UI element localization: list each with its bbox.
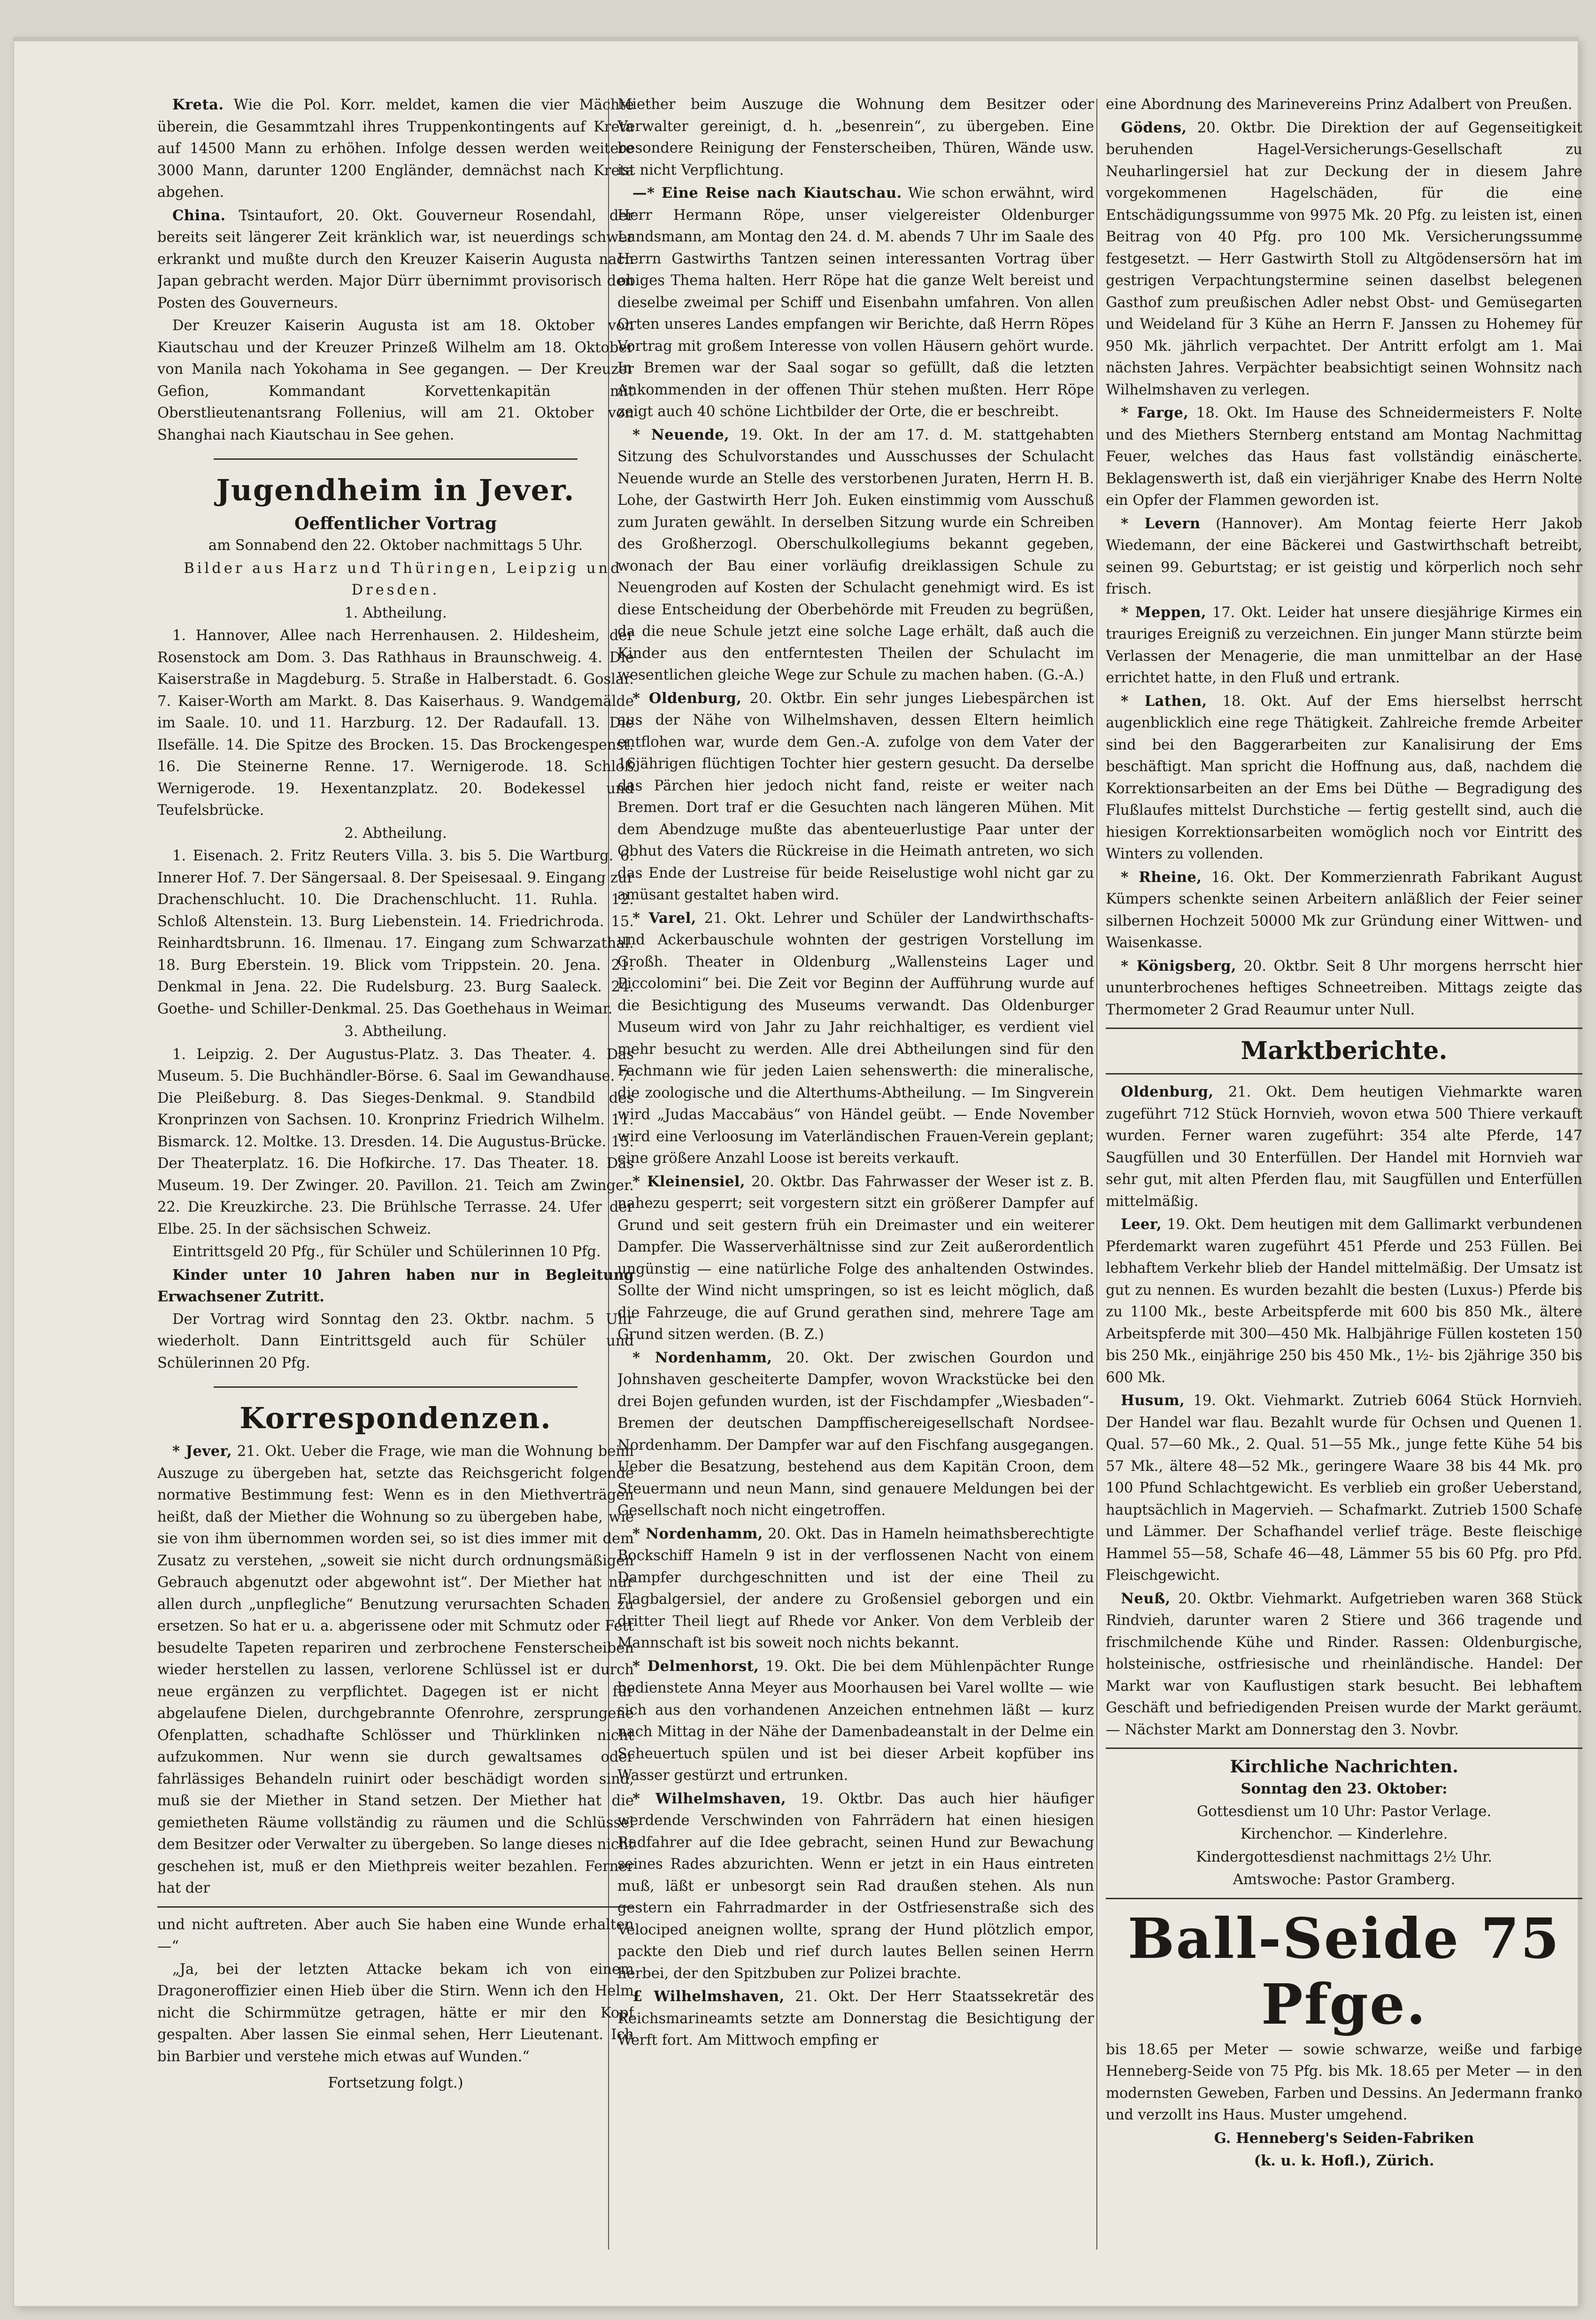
feuilleton-text: und nicht auftreten. Aber auch Sie haben eine Wunde erhalten —“ (157, 1916, 634, 1955)
separator (214, 458, 578, 460)
marktberichte-heading: Marktberichte. (1241, 1036, 1448, 1065)
church-service: Gottesdienst um 10 Uhr: Pastor Verlage. (1196, 1803, 1492, 1820)
article-levern: * Levern (Hannover). Am Montag feierte Herr Jakob Wiedemann, der eine Bäckerei und Gastwirthschaft betreibt, seinen 99. Geburtstag; er ist geistig und körperlich noch sehr frisch. (1106, 515, 1582, 597)
church-kids: Kindergottesdienst nachmittags 2½ Uhr. (1196, 1848, 1492, 1865)
continued-note: Fortsetzung folgt.) (328, 2075, 463, 2091)
children-note: Kinder unter 10 Jahren haben nur in Begleitung Erwachsener Zutritt. (157, 1266, 634, 1305)
admission-text: Eintrittsgeld 20 Pfg., für Schüler und Schülerinnen 10 Pfg. (172, 1244, 601, 1260)
article-kleinensiel: * Kleinensiel, 20. Oktbr. Das Fahrwasser der Weser ist z. B. nahezu gesperrt; seit vorgestern sitzt ein größerer Dampfer auf Grund und seit gestern früh ein Dreimaster und ein weiterer Dampfer. Die Wasserverhältnisse sind zur Zeit außerordentlich ungünstig — eine natürliche Folge des anhaltenden Ostwindes. Sollte der Wind nicht umspringen, so ist es leicht möglich, daß die Fahrzeuge, die auf Grund gerathen sind, mehrere Tage am Grund sitzen werden. (B. Z.) (617, 1173, 1094, 1343)
article-nordenhamm: * Nordenhamm, 20. Okt. Der zwischen Gourdon und Johnshaven gescheiterte Dampfer, wovon Wrackstücke bei den drei Bojen gefunden wurden, ist der Fischdampfer „Wiesbaden“-Bremen der deutschen Dampffischereigesellschaft Nordsee-Nordenhamm. Der Dampfer war auf den Fischfang ausgegangen. Ueber die Besatzung, bestehend aus dem Kapitän Croon, dem Steuermann und neun Mann, sind genauere Meldungen bei der Gesellschaft noch nicht eingetroffen. (617, 1349, 1094, 1519)
church-collection: Kirchenchor. — Kinderlehre. (1240, 1826, 1448, 1842)
article-rheine: * Rheine, 16. Okt. Der Kommerzienrath Fabrikant August Kümpers schenkte seinen Arbeitern anläßlich der Feier seiner silbernen Hochzeit 50000 Mk zur Gründung einer Wittwen- und Waisenkasse. (1106, 868, 1582, 951)
column-rule (1096, 99, 1097, 2250)
separator (214, 1386, 578, 1388)
article-varel: * Varel, 21. Okt. Lehrer und Schüler der Landwirthschafts- und Ackerbauschule wohnten der gestrigen Vorstellung im Großh. Theater in Oldenburg „Wallensteins Lager und Piccolomini“ bei. Die Zeit vor Beginn der Aufführung wurde auf die Besichtigung des Museums verwandt. Das Oldenburger Museum wird von Jahr zu Jahr reichhaltiger, es verdient viel mehr besucht zu werden. Alle drei Abtheilungen sind für den Fachmann wie für jeden Laien sehenswerth: die mineralische, die zoologische und die Alterthums-Abtheilung. — Im Singverein wird „Judas Maccabäus“ von Händel geübt. — Ende November wird eine Verloosung im Vaterländischen Frauen-Verein geplant; eine größere Anzahl Loose ist bereits verkauft. (617, 909, 1094, 1167)
ad-company: G. Henneberg's Seiden-Fabriken (1214, 2129, 1474, 2147)
market-neuss: Neuß, 20. Oktbr. Viehmarkt. Aufgetrieben waren 368 Stück Rindvieh, darunter waren 2 Stiere und 366 tragende und frischmilchende Kühe und Rinder. Rassen: Oldenburgische, holsteinische, ostfriesische und rheinländische. Handel: Der Markt war von Kauflustigen stark besucht. Bei lebhaftem Geschäft und befriedigenden Preisen wurde der Markt geräumt. — Nächster Markt am Donnerstag den 3. Novbr. (1106, 1590, 1582, 1738)
part3-list: 1. Leipzig. 2. Der Augustus-Platz. 3. Das Theater. 4. Das Museum. 5. Die Buchhändler-Börse. 6. Saal im Gewandhause. 7. Die Pleißeburg. 8. Das Sieges-Denkmal. 9. Standbild des Kronprinzen von Sachsen. 10. Kronprinz Friedrich Wilhelm. 11. Bismarck. 12. Moltke. 13. Dresden. 14. Die Augustus-Brücke. 15. Der Theaterplatz. 16. Die Hofkirche. 17. Das Theater. 18. Das Museum. 19. Der Zwinger. 20. Pavillon. 21. Teich am Zwinger. 22. Die Kreuzkirche. 23. Die Brühlsche Terrasse. 24. Ufer der Elbe. 25. In der sächsischen Schweiz. (157, 1046, 634, 1237)
market-leer: Leer, 19. Okt. Dem heutigen mit dem Gallimarkt verbundenen Pferdemarkt waren zugeführt 451 Pferde und 253 Füllen. Bei lebhaftem Verkehr blieb der Handel mittelmäßig. Der Umsatz ist gut zu nennen. Es wurden bezahlt die besten (Luxus-) Pferde bis zu 1100 Mk., beste Arbeitspferde mit 600 bis 850 Mk., ältere Arbeitspferde mit 300—450 Mk. Halbjährige Füllen kosteten 150 bis 250 Mk., einjährige 250 bis 450 Mk., 1½- bis 2jährige 350 bis 600 Mk. (1106, 1216, 1582, 1386)
article-neuende: * Neuende, 19. Okt. In der am 17. d. M. stattgehabten Sitzung des Schulvorstandes und Ausschusses der Schulacht Neuende wurde an Stelle des verstorbenen Juraten, Herrn H. B. Lohe, der Gastwirth Herr Joh. Euken einstimmig vom Ausschuß zum Juraten gewählt. In derselben Sitzung wurde ein Schreiben des Großherzogl. Oberschulkollegiums bekannt gegeben, wonach der Bau einer vorläufig dreiklassigen Schule zu Neuengroden auf Kosten der Schulacht genehmigt wird. Es ist diese Entscheidung der Oberbehörde mit Freuden zu begrüßen, da die neue Schule jetzt eine solche Lage erhält, daß auch die Kinder aus den entferntesten Theilen der Schulacht im wesentlichen gleiche Wege zur Schule zu machen haben. (G.-A.) (617, 426, 1094, 683)
ad-location: (k. u. k. Hofl.), Zürich. (1254, 2152, 1434, 2169)
article-koenigsberg: * Königsberg, 20. Oktbr. Seit 8 Uhr morgens herrscht hier ununterbrochenes heftiges Schneetreiben. Mittags zeigte das Thermometer 2 Grad Reaumur unter Null. (1106, 957, 1582, 1018)
article-meppen: * Meppen, 17. Okt. Leider hat unsere diesjährige Kirmes ein trauriges Ereigniß zu verzeichnen. Ein junger Mann stürzte beim Verlassen der Menagerie, die man unmittelbar an der Hase errichtet hatte, in den Fluß und ertrank. (1106, 603, 1582, 686)
article-continuation: eine Abordnung des Marinevereins Prinz Adalbert von Preußen. (1106, 96, 1573, 113)
article-kiautschau: —* Eine Reise nach Kiautschau. Wie schon erwähnt, wird Herr Hermann Röpe, unser vielgereister Oldenburger Landsmann, am Montag den 24. d. M. abends 7 Uhr im Saale des Herrn Gastwirths Tantzen seinen interessanten Vortrag über obiges Thema halten. Herr Röpe hat die ganze Welt bereist und dieselbe zweimal per Schiff und Eisenbahn umfahren. Von allen Orten unseres Landes empfangen wir Berichte, daß Herrn Röpes Vortrag mit großem Interesse von vollen Häusern gehört wurde. In Bremen war der Saal sogar so gefüllt, daß die letzten Ankommenden in der offenen Thür stehen mußten. Herr Röpe zeigt auch 40 schöne Lichtbilder der Orte, die er beschreibt. (617, 185, 1094, 420)
article-wilhelmshaven: * Wilhelmshaven, 19. Oktbr. Das auch hier häufiger werdende Verschwinden von Fahrrädern hat einen hiesigen Radfahrer auf die Idee gebracht, seinen Hund zur Bewachung seines Rades abzurichten. Wenn er jetzt in ein Haus eintreten muß, läßt er unbesorgt sein Rad draußen stehen. Als nun gestern ein Fahrradmarder in der Ostfriesenstraße sich des Velociped aneignen wollte, sprang der Hund plötzlich empor, packte den Dieb und rief durch lautes Bellen seinen Herrn herbei, der den Spitzbuben zur Polizei brachte. (617, 1790, 1094, 1982)
part1-title: 1. Abtheilung. (344, 604, 447, 621)
jugendheim-topic: Bilder aus Harz und Thüringen, Leipzig und Dresden. (184, 560, 623, 598)
column-2 (617, 94, 1094, 2254)
article-delmenhorst: * Delmenhorst, 19. Okt. Die bei dem Mühlenpächter Runge bedienstete Anna Meyer aus Moorhausen bei Varel wollte — wie sich aus den vorhandenen Anzeichen entnehmen läßt — kurz nach Mittag in der Nähe der Damenbadeanstalt in der Delme ein Scheuertuch spülen und ist bei dieser Arbeit kopfüber ins Wasser gestürzt und ertrunken. (617, 1657, 1094, 1784)
part1-list: 1. Hannover, Allee nach Herrenhausen. 2. Hildesheim, der Rosenstock am Dom. 3. Das Rathhaus in Braunschweig. 4. Die Kaiserstraße in Magdeburg. 5. Straße in Halberstadt. 6. Goslar. 7. Kaiser-Worth am Markt. 8. Das Kaiserhaus. 9. Wandgemälde im Saale. 10. und 11. Harzburg. 12. Der Radaufall. 13. Die Ilsefälle. 14. Die Spitze des Brocken. 15. Das Brockengespenst. 16. Die Steinerne Renne. 17. Wernigerode. 18. Schloß Wernigerode. 19. Hexentanzplatz. 20. Bodekessel und Teufelsbrücke. (157, 627, 634, 819)
article-wilhelmshaven: £ Wilhelmshaven, 21. Okt. Der Herr Staatssekretär des Reichsmarineamts setzte am Donnerstag die Besichtigung der Werft fort. Am Mittwoch empfing er (617, 1988, 1094, 2049)
church-week: Amtswoche: Pastor Gramberg. (1233, 1871, 1456, 1888)
market-oldenburg: Oldenburg, 21. Okt. Dem heutigen Viehmarkte waren zugeführt 712 Stück Hornvieh, wovon etwa 500 Thiere verkauft wurden. Ferner waren zugeführt: 354 alte Pferde, 147 Saugfüllen und 30 Enterfüllen. Der Handel mit Hornvieh war sehr gut, mit alten Pferden flau, mit Saugfüllen und Enterfüllen mittelmäßig. (1106, 1083, 1582, 1210)
article-goedens: Gödens, 20. Oktbr. Die Direktion der auf Gegenseitigkeit beruhenden Hagel-Versicherungs-Gesellschaft zu Neuharlingersiel hat zur Deckung der in diesem Jahre vorgekommenen Hagelschäden, für die eine Entschädigungssumme von 9975 Mk. 20 Pfg. zu leisten ist, einen Beitrag von 40 Pfg. pro 100 Mk. Versicherungssumme festgesetzt. — Herr Gastwirth Stoll zu Altgödensersörn hat im gestrigen Verpachtungstermine seinen daselbst belegenen Gasthof zum preußischen Adler nebst Obst- und Gemüsegarten und Weideland für 3 Kühe an Herrn F. Janssen zu Hohemey für 950 Mk. jährlich verpachtet. Der Antritt erfolgt am 1. Mai nächsten Jahres. Verpächter beabsichtigt seinen Wohnsitz nach Wilhelmshaven zu verlegen. (1106, 119, 1582, 398)
article-china-cont: Der Kreuzer Kaiserin Augusta ist am 18. Oktober von Kiautschau und der Kreuzer Prinzeß Wilhelm am 18. Oktober von Manila nach Yokohama in See gegangen. — Der Kreuzer Gefion, Kommandant Korvettenkapitän mit Oberstlieutenantsrang Follenius, will am 21. Oktober von Shanghai nach Kiautschau in See gehen. (157, 317, 634, 443)
top-edge (14, 38, 1578, 41)
jugendheim-date: am Sonnabend den 22. Oktober nachmittags 5 Uhr. (208, 537, 583, 554)
article-china: China. Tsintaufort, 20. Okt. Gouverneur Rosendahl, der bereits seit längerer Zeit kränklich war, ist neuerdings schwer erkrankt und mußte durch den Kreuzer Kaiserin Augusta nach Japan gebracht werden. Major Dürr übernimmt provisorisch den Posten des Gouverneurs. (157, 207, 634, 311)
jugendheim-heading: Jugendheim in Jever. (216, 473, 575, 507)
ad-text: bis 18.65 per Meter — sowie schwarze, weiße und farbige Henneberg-Seide von 75 Pfg. bis Mk. 18.65 per Meter — in den modernsten Geweben, Farben und Dessins. An Jedermann franko und verzollt ins Haus. Muster umgehend. (1106, 2041, 1582, 2123)
article-nordenhamm: * Nordenhamm, 20. Okt. Das in Hameln heimathsberechtigte Bockschiff Hameln 9 ist in der verflossenen Nacht von einem Dampfer durchgeschnitten und ist der eine Theil zu Flagbalgersiel, der andere zu Großensiel geborgen und ein dritter Theil liegt auf Rhede vor Anker. Von dem Verbleib der Mannschaft ist bis soweit noch nichts bekannt. (617, 1525, 1094, 1651)
feuilleton-rule (157, 1906, 634, 1908)
column-3 (1106, 94, 1582, 2254)
separator (1106, 1748, 1582, 1749)
article-oldenburg: * Oldenburg, 20. Oktbr. Ein sehr junges Liebespärchen ist aus der Nähe von Wilhelmshaven, dessen Eltern heimlich entflohen war, wurde dem Gen.-A. zufolge von dem Vater der 16jährigen flüchtigen Tochter hier gestern gesucht. Da derselbe das Pärchen hier jedoch nicht fand, reiste er weiter nach Bremen. Dort traf er die Gesuchten nach längeren Mühen. Mit dem Abendzuge mußte das abenteuerlustige Paar unter der Obhut des Vaters die Rückreise in die Heimath antreten, wo sich das Ende der Lustreise für beide Reiselustige wohl nicht gar zu amüsant gestaltet haben wird. (617, 689, 1094, 903)
part3-title: 3. Abtheilung. (344, 1023, 447, 1040)
ad-rule (1106, 1898, 1582, 1899)
part2-list: 1. Eisenach. 2. Fritz Reuters Villa. 3. bis 5. Die Wartburg. 6. Innerer Hof. 7. Der Sängersaal. 8. Der Speisesaal. 9. Eingang zur Drachenschlucht. 10. Die Drachenschlucht. 11. Ruhla. 12. Schloß Altenstein. 13. Burg Liebenstein. 14. Friedrichroda. 15. Reinhardtsbrunn. 16. Ilmenau. 17. Eingang zum Schwarzathal. 18. Burg Eberstein. 19. Blick vom Trippstein. 20. Jena. 21. Denkmal in Jena. 22. Die Rudelsburg. 23. Burg Saaleck. 24. Goethe- und Schiller-Denkmal. 25. Das Goethehaus in Weimar. (157, 848, 634, 1017)
article-lathen: * Lathen, 18. Okt. Auf der Ems hierselbst herrscht augenblicklich eine rege Thätigkeit. Zahlreiche fremde Arbeiter sind bei den Baggerarbeiten zur Kanalisirung der Ems beschäftigt. Man spricht die Hoffnung aus, daß, nachdem die Korrektionsarbeiten an der Ems bei Düthe — Begradigung des Flußlaufes mittelst Durchstiche — fertig gestellt sind, auch die hiesigen Korrektionsarbeiten womöglich noch vor Eintritt des Winters zu vollenden. (1106, 692, 1582, 862)
ad-headline: Ball-Seide 75 Pfge. (1127, 1905, 1561, 2037)
separator (1106, 1073, 1582, 1075)
jugendheim-subheading: Oeffentlicher Vortrag (294, 514, 497, 534)
column-1 (157, 94, 634, 2254)
newspaper-page (14, 38, 1582, 2306)
separator (1106, 1028, 1582, 1029)
kirchliche-heading: Kirchliche Nachrichten. (1230, 1757, 1458, 1777)
article-continuation: Miether beim Auszuge die Wohnung dem Besitzer oder Verwalter gereinigt, d. h. „besenrein“, zu übergeben. Eine besondere Reinigung der Fensterscheiben, Thüren, Wände usw. ist nicht Verpflichtung. (617, 96, 1094, 178)
part2-title: 2. Abtheilung. (344, 825, 447, 842)
repeat-note: Der Vortrag wird Sonntag den 23. Oktbr. nachm. 5 Uhr wiederholt. Dann Eintrittsgeld auch für Schüler und Schülerinnen 20 Pfg. (157, 1311, 634, 1371)
korrespondenzen-heading: Korrespondenzen. (239, 1401, 552, 1435)
feuilleton-text: „Ja, bei der letzten Attacke bekam ich von einem Dragoneroffizier einen Hieb über die Stirn. Wenn ich den Helm nicht die Schirmmütze getragen, hätte er mir den Kopf gespalten. Aber lassen Sie einmal sehen, Herr Lieutenant. Ich bin Barbier und verstehe mich etwas auf Wunden.“ (157, 1961, 634, 2065)
market-husum: Husum, 19. Okt. Viehmarkt. Zutrieb 6064 Stück Hornvieh. Der Handel war flau. Bezahlt wurde für Ochsen und Quenen 1. Qual. 57—60 Mk., 2. Qual. 51—55 Mk., junge fette Kühe 54 bis 57 Mk., ältere 48—52 Mk., geringere Waare 38 bis 44 Mk. pro 100 Pfund Schlachtgewicht. Es verblieb ein großer Ueberstand, hauptsächlich in Magervieh. — Schafmarkt. Zutrieb 1500 Schafe und Lämmer. Der Schafhandel verlief träge. Beste fleischige Hammel 55—58, Schafe 46—48, Lämmer 55 bis 60 Pfg. pro Pfd. Fleischgewicht. (1106, 1392, 1582, 1584)
article-farge: * Farge, 18. Okt. Im Hause des Schneidermeisters F. Nolte und des Miethers Sternberg entstand am Montag Nachmittag Feuer, welches das Haus fast vollständig einäscherte. Beklagenswerth ist, daß ein vierjähriger Knabe des Herrn Nolte ein Opfer der Flammen geworden ist. (1106, 404, 1582, 509)
article-jever: * Jever, 21. Okt. Ueber die Frage, wie man die Wohnung beim Auszuge zu übergeben hat, setzte das Reichsgericht folgende normative Bestimmung fest: Wenn es in den Miethverträgen heißt, daß der Miether die Wohnung so zu übergeben habe, wie sie von ihm übernommen worden sei, so ist dies immer mit dem Zusatz zu verstehen, „soweit sie nicht durch ordnungsmäßigen Gebrauch abgenutzt oder abgewohnt ist“. Der Miether hat nur allen durch „unpflegliche“ Benutzung verursachten Schaden zu ersetzen. So hat er u. a. abgerissene oder mit Schmutz oder Fett besudelte Tapeten repariren und zerbrochene Fensterscheiben wieder herstellen zu lassen, verlorene Schlüssel ist er durch neue ergänzen zu verpflichtet. Dagegen ist er nicht für abgelaufene Dielen, durchgebrannte Ofenrohre, zersprungene Ofenplatten, schadhafte Schlösser und Thürklinken nicht aufzukommen. Nur wenn sie durch gewaltsames oder fahrlässiges Behandeln ruinirt oder beschädigt worden sind, muß sie der Miether in Stand setzen. Der Miether hat die gemietheten Räume vollständig zu räumen und die Schlüssel dem Besitzer oder Verwalter zu übergeben. So lange dieses nicht geschehen ist, muß er den Miethpreis weiter bezahlen. Ferner hat der (157, 1443, 634, 1896)
church-sunday: Sonntag den 23. Oktober: (1241, 1780, 1448, 1797)
article-kreta: Kreta. Wie die Pol. Korr. meldet, kamen die vier Mächte überein, die Gesammtzahl ihres Truppenkontingents auf Kreta auf 14500 Mann zu erhöhen. Infolge dessen werden weitere 3000 Mann, darunter 1200 Engländer, demnächst nach Kreta abgehen. (157, 96, 634, 201)
